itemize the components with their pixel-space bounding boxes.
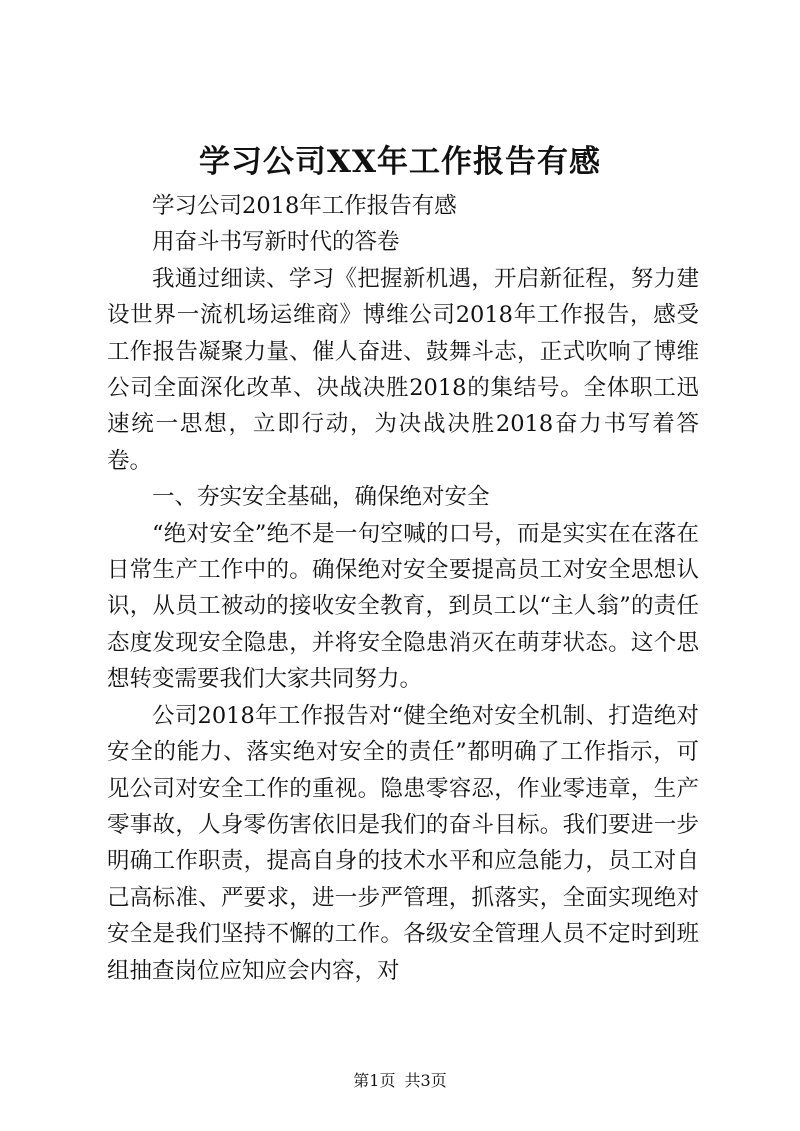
section-heading-1: 一、夯实安全基础，确保绝对安全 — [152, 484, 490, 511]
paragraph-subtitle: 学习公司2018年工作报告有感 — [152, 193, 457, 219]
paragraph-intro: 我通过细读、学习《把握新机遇，开启新征程，努力建设世界一流机场运维商》博维公司2018年工作报告，感受工作报告凝聚力量、催人奋进、鼓舞斗志，正式吹响了博维公司全面深化改革、决战决胜2018的集结号。全体职工迅速统一思想，立即行动，为决战决胜2018奋力书写着答卷。 — [107, 265, 699, 474]
paragraph-safety-2: 公司2018年工作报告对“健全绝对安全机制、打造绝对安全的能力、落实绝对安全的责任”都明确了工作指示，可见公司对安全工作的重视。隐患零容忍，作业零违章，生产零事故，人身零伤害依旧是我们的奋斗目标。我们要进一步明确工作职责，提高自身的技术水平和应急能力，员工对自己高标准、严要求，进一步严管理，抓落实，全面实现绝对安全是我们坚持不懈的工作。各级安全管理人员不定时到班组抽查岗位应知应会内容，对 — [107, 702, 699, 984]
paragraph-safety-1: “绝对安全”绝不是一句空喊的口号，而是实实在在落在日常生产工作中的。确保绝对安全要提高员工对安全思想认识，从员工被动的接收安全教育，到员工以“主人翁”的责任态度发现安全隐患，并将安全隐患消灭在萌芽状态。这个思想转变需要我们大家共同努力。 — [107, 520, 699, 693]
page-number: 第1页 — [353, 1071, 396, 1090]
document-title: 学习公司XX年工作报告有感 — [198, 144, 602, 180]
document-body — [107, 188, 699, 989]
page-footer — [0, 1071, 800, 1091]
paragraph-slogan: 用奋斗书写新时代的答卷 — [152, 229, 400, 256]
page-total: 共3页 — [404, 1071, 447, 1090]
